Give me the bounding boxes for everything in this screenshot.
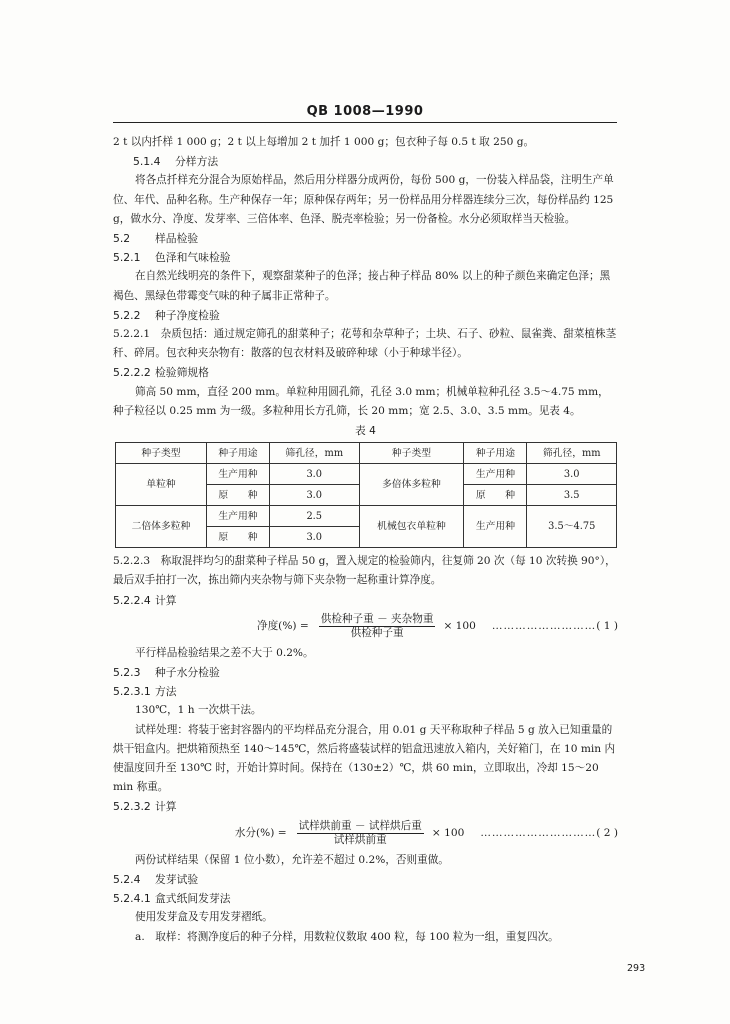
paragraph: 平行样品检验结果之差不大于 0.2%。 — [135, 646, 314, 659]
table-header-cell: 种子用途 — [464, 443, 527, 464]
formula-moisture — [113, 819, 618, 849]
table-cell: 2.5 — [269, 506, 359, 527]
heading-5-2-2-2: 5.2.2.2 检验筛规格 — [113, 366, 209, 380]
heading-5-2-2: 5.2.2 种子净度检验 — [113, 308, 220, 322]
table-header-cell: 筛孔径，mm — [527, 443, 617, 464]
heading-5-2-3: 5.2.3 种子水分检验 — [113, 666, 220, 680]
table-cell: 原 种 — [206, 485, 269, 506]
formula-fraction — [297, 820, 424, 847]
table-cell: 二倍体多粒种 — [116, 506, 207, 548]
table-header-cell: 种子类型 — [116, 443, 207, 464]
table-header-cell: 种子用途 — [206, 443, 269, 464]
table-cell: 3.0 — [269, 464, 359, 485]
formula-denominator: 供检种子重 — [350, 627, 404, 640]
heading-5-2: 5.2 样品检验 — [113, 232, 199, 246]
table-header-row — [116, 443, 617, 464]
table-cell: 原 种 — [464, 485, 527, 506]
paragraph: 在自然光线明亮的条件下，观察甜菜种子的色泽；接占种子样品 80% 以上的种子颜色来确定色泽；黑褐色、黑绿色带霉变气味的种子属非正常种子。 — [113, 270, 611, 302]
paragraph: 5.2.2.3 称取混拌均匀的甜菜种子样品 50 g，置入规定的检验筛内，往复筛 20 次（每 10 次转换 90°），最后双手拍打一次，拣出筛内夹杂物与筛下夹杂物一起称重计算净度。 — [113, 555, 616, 587]
paragraph: 试样处理：将装于密封容器内的平均样品充分混合，用 0.01 g 天平称取种子样品 5 g 放入已知重量的烘干铝盒内。把烘箱预热至 140～145℃，然后将盛装试样的铝盒迅速放入箱内，关好箱门，在 10 min 内使温度回升至 130℃ 时，开始计算时间。保持在（130±2）℃，烘 60 min，立即取出，冷却 15～20 min 称重。 — [113, 723, 616, 794]
table-cell: 3.5～4.75 — [527, 506, 617, 548]
heading-5-2-2-4: 5.2.2.4 计算 — [113, 593, 177, 607]
table-caption: 表 4 — [355, 425, 376, 438]
heading-5-2-4-1: 5.2.4.1 盒式纸间发芽法 — [113, 892, 231, 906]
formula-multiplier: × 100 — [443, 620, 476, 633]
heading-5-2-4: 5.2.4 发芽试验 — [113, 872, 199, 886]
paragraph: 130℃，1 h 一次烘干法。 — [135, 704, 262, 717]
table-cell: 生产用种 — [464, 506, 527, 548]
formula-fraction — [319, 613, 436, 640]
heading-5-2-3-2: 5.2.3.2 计算 — [113, 800, 177, 814]
table-cell: 3.0 — [527, 464, 617, 485]
paragraph: a. 取样：将测净度后的种子分样，用数粒仪数取 400 粒，每 100 粒为一组，重复四次。 — [135, 930, 559, 943]
formula-lhs: 水分(%) = — [234, 827, 287, 840]
table-cell: 生产用种 — [206, 464, 269, 485]
paragraph: 使用发芽盒及专用发芽褶纸。 — [135, 911, 273, 924]
formula-denominator: 试样烘前重 — [333, 834, 387, 847]
table-cell: 3.0 — [269, 527, 359, 548]
formula-number: ( 1 ) — [596, 620, 618, 633]
table-header-cell: 种子类型 — [359, 443, 464, 464]
table-cell: 生产用种 — [464, 464, 527, 485]
table-row — [116, 506, 617, 527]
heading-5-2-3-1: 5.2.3.1 方法 — [113, 685, 177, 699]
table-cell: 3.5 — [527, 485, 617, 506]
page-header: QB 1008—1990 — [306, 104, 424, 119]
paragraph: 2 t 以内扦样 1 000 g；2 t 以上每增加 2 t 加扦 1 000 g；包衣种子每 0.5 t 取 250 g。 — [113, 136, 535, 148]
table-cell: 生产用种 — [206, 506, 269, 527]
formula-leader-dots: ………………………… — [480, 827, 597, 840]
formula-leader-dots: ……………………… — [491, 620, 597, 633]
document-body — [113, 133, 618, 947]
formula-number: ( 2 ) — [596, 827, 618, 840]
table-cell: 3.0 — [269, 485, 359, 506]
header-rule — [113, 122, 617, 123]
page-number: 293 — [627, 963, 646, 974]
formula-purity — [113, 612, 618, 642]
formula-multiplier: × 100 — [431, 827, 465, 840]
paragraph: 两份试样结果（保留 1 位小数），允许差不超过 0.2%，否则重做。 — [135, 853, 449, 866]
heading-5-1-4: 5.1.4 分样方法 — [133, 155, 219, 169]
formula-numerator: 试样烘前重 － 试样烘后重 — [298, 820, 422, 833]
sieve-spec-table — [115, 442, 617, 548]
table-cell: 单粒种 — [116, 464, 207, 506]
table-cell: 原 种 — [206, 527, 269, 548]
table-cell: 多倍体多粒种 — [359, 464, 464, 506]
formula-numerator: 供检种子重 － 夹杂物重 — [320, 613, 434, 626]
table-row — [116, 464, 617, 485]
paragraph: 将各点扦样充分混合为原始样品，然后用分样器分成两份，每份 500 g，一份装入样品袋，注明生产单位、年代、品种名称。生产种保存一年；原种保存两年；另一份样品用分样器连续分三次，每份样品约 125 g，做水分、净度、发芽率、三倍体率、色泽、脱壳率检验；另一份备检。水分必须取样当天检验。 — [113, 174, 614, 225]
formula-lhs: 净度(%) = — [257, 620, 309, 633]
table-cell: 机械包衣单粒种 — [359, 506, 464, 548]
paragraph: 5.2.2.1 杂质包括：通过规定筛孔的甜菜种子；花萼和杂草种子；土块、石子、砂粒、鼠雀粪、甜菜植株茎秆、碎屑。包衣种夹杂物有：散落的包衣材料及破碎种球（小于种球半径）。 — [113, 328, 617, 360]
heading-5-2-1: 5.2.1 色泽和气味检验 — [113, 251, 231, 265]
paragraph: 筛高 50 mm，直径 200 mm。单粒种用圆孔筛，孔径 3.0 mm；机械单粒种孔径 3.5～4.75 mm，种子粒径以 0.25 mm 为一级。多粒种用长方孔筛，长 20 mm；宽 2.5、3.0、3.5 mm。见表 4。 — [113, 385, 609, 417]
table-header-cell: 筛孔径，mm — [269, 443, 359, 464]
